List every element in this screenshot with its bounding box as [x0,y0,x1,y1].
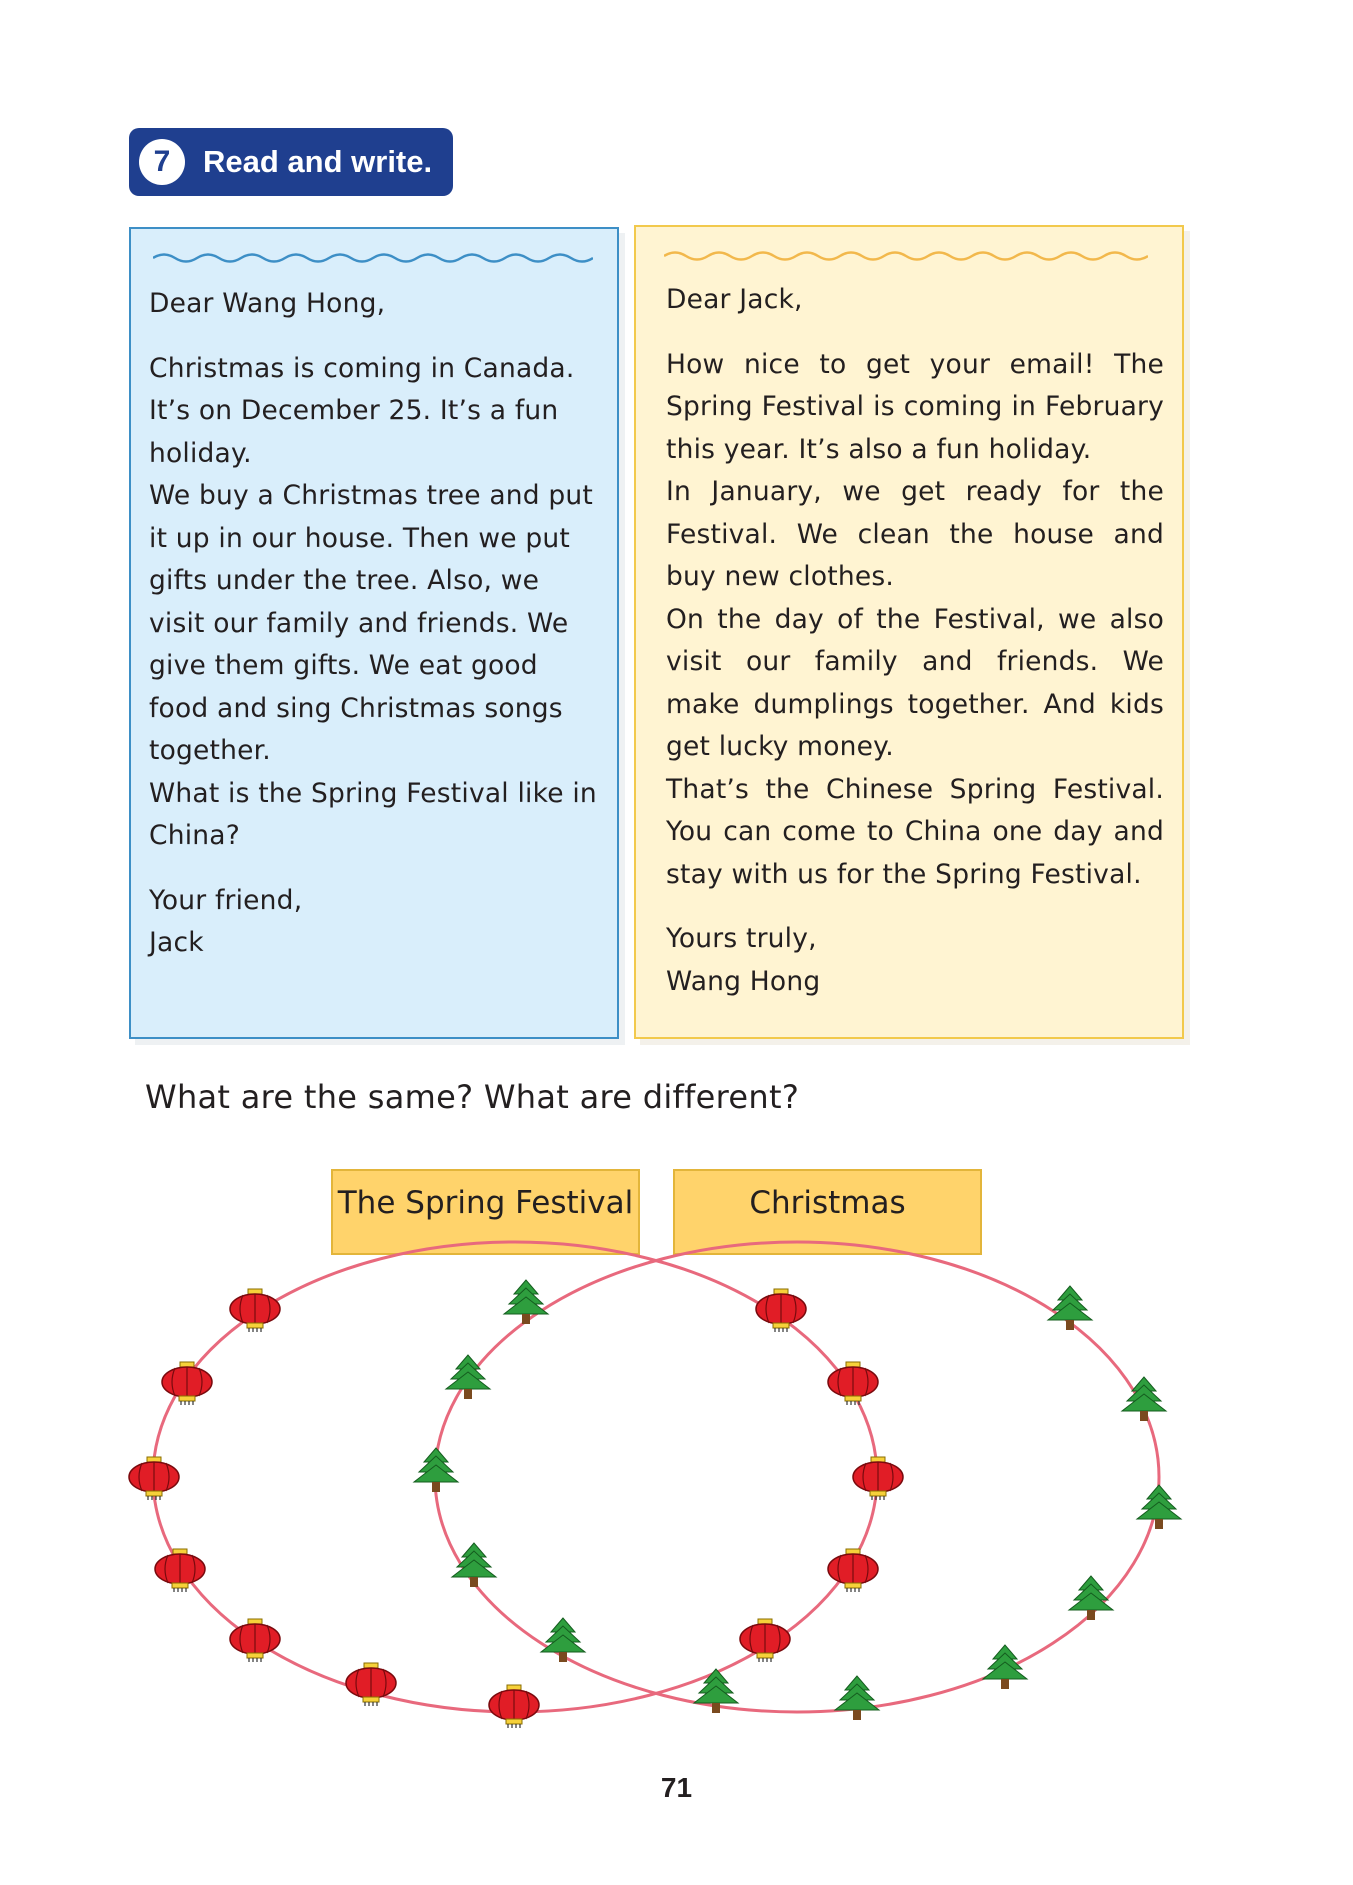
lantern-icon [489,1685,539,1728]
lantern-icon [346,1663,396,1706]
letter-paragraph: That’s the Chinese Spring Festival. You can come to China one day and stay with us for the Spring Festival. [666,773,1164,890]
letter-paragraph: How nice to get your email! The Spring Festival is coming in February this year. It’s also a fun holiday. [666,348,1164,465]
christmas-tree-icon [541,1618,585,1662]
letter-signature: Wang Hong [666,965,821,997]
letter-signature: Jack [149,927,204,958]
section-number: 7 [139,139,185,185]
letter-paragraph: In January, we get ready for the Festival. We clean the house and buy new clothes. [666,476,1164,592]
letter-paragraph: What is the Spring Festival like in China? [149,777,597,851]
letter-closing: Yours truly, [666,923,817,954]
lantern-icon [162,1362,212,1405]
letter-greeting: Dear Wang Hong, [149,288,386,319]
letter-paragraph: We buy a Christmas tree and put it up in our house. Then we put gifts under the tree. Also, we visit our family and friends. We give them gifts. We eat good food and sing Christmas songs together. [149,480,594,766]
letter-paragraph: Christmas is coming in Canada. It’s on December 25. It’s a fun holiday. [149,352,575,469]
christmas-tree-icon [452,1543,496,1587]
lantern-icon [129,1457,179,1500]
christmas-tree-icon [1137,1485,1181,1529]
letter-paragraph: On the day of the Festival, we also visit our family and friends. We make dumplings together. And kids get lucky money. [666,603,1164,762]
venn-label-text: The Spring Festival [337,1185,634,1221]
christmas-tree-icon [1048,1286,1092,1330]
page-number: 71 [660,1772,693,1803]
lantern-icon [853,1457,903,1500]
christmas-tree-icon [1069,1576,1113,1620]
venn-label-text: Christmas [749,1185,906,1221]
christmas-tree-icon [694,1669,738,1713]
christmas-tree-icon [504,1280,548,1324]
christmas-tree-icon [983,1645,1027,1689]
lantern-icon [230,1619,280,1662]
section-title: Read and write. [203,144,433,179]
lantern-icon [756,1289,806,1332]
christmas-tree-icon [414,1448,458,1492]
lantern-icon [155,1549,205,1592]
christmas-tree-icon [835,1676,879,1720]
letter-greeting: Dear Jack, [666,284,803,315]
question-prompt: What are the same? What are different? [145,1078,800,1116]
letter-closing: Your friend, [149,884,303,916]
